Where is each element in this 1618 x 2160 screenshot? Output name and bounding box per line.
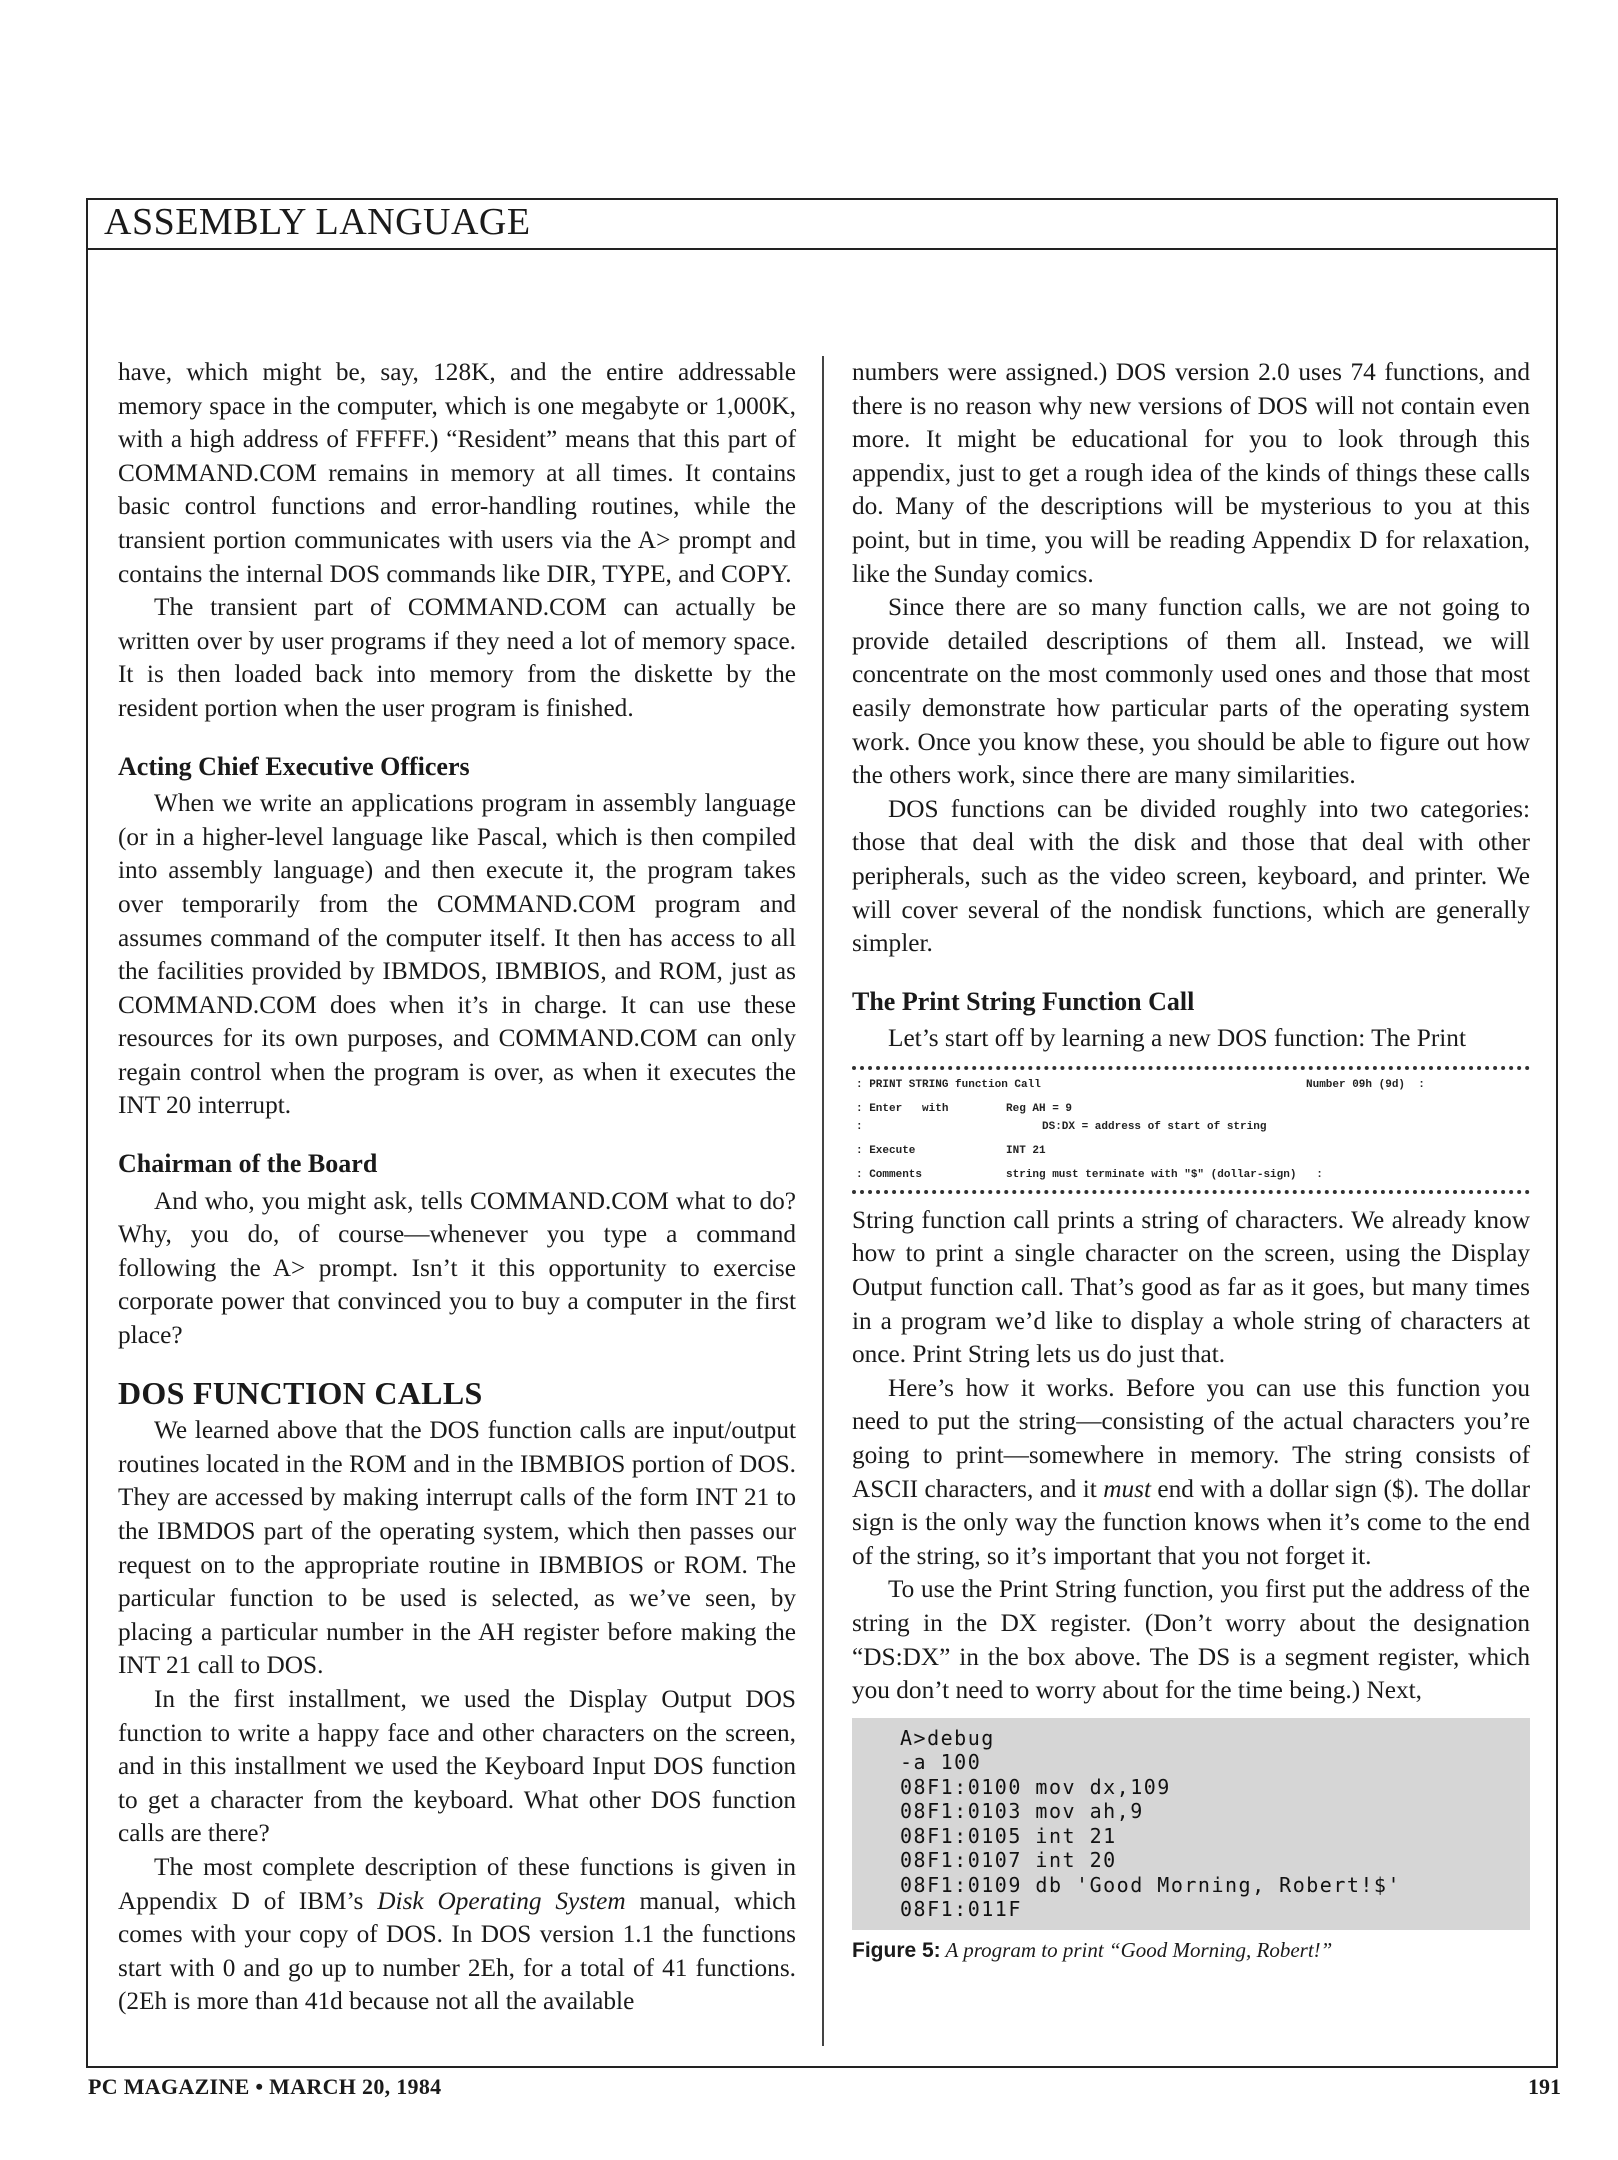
code-line: A>debug xyxy=(900,1725,995,1750)
box-key: : Execute xyxy=(856,1144,916,1157)
paragraph: numbers were assigned.) DOS version 2.0 uses 74 functions, and there is no reason why new versions of DOS will not contain even more. It might be educational for you to look through this appendix, just to get a rough idea of the kinds of things these calls do. Many of the descriptions will be mysterious to you at this point, but in time, you will be reading Appendix D for relaxation, like the Sunday comics. xyxy=(852,358,1530,588)
debug-listing xyxy=(852,1718,1530,1930)
box-row xyxy=(856,1100,1526,1118)
paragraph: When we write an applications program in assembly language (or in a higher-level language like Pascal, which is then compiled into assembly language) and then execute it, the program takes over temporarily from the COMMAND.COM program and assumes command of the computer itself. It then has access to all the facilities provided by IBMDOS, IBMBIOS, and ROM, just as COMMAND.COM does when it’s in charge. It can use these resources for its own purposes, and COMMAND.COM can only regain control when the program is over, as when it executes the INT 20 interrupt. xyxy=(118,789,796,1120)
text-run: Here’s how it works. Before you can use this function you need to put the string—consisting of the actual characters you’re going to print—somewhere in memory. The string consists of ASCII characters, and it xyxy=(852,1373,1530,1503)
page-number: 191 xyxy=(1528,2074,1561,2099)
paragraph: To use the Print String function, you first put the address of the string in the DX register. (Don’t worry about the designation “DS:DX” in the box above. The DS is a segment register, which you don’t need to worry about for the time being.) Next, xyxy=(852,1575,1530,1705)
box-row xyxy=(856,1142,1526,1160)
paragraph: String function call prints a string of characters. We already know how to print a single character on the screen, using the Display Output function call. That’s good as far as it goes, but many times in a program we’d like to display a whole string of characters at once. Print String lets us do just that. xyxy=(852,1205,1530,1369)
right-column xyxy=(852,356,1530,1965)
paragraph: And who, you might ask, tells COMMAND.COM what to do? Why, you do, of course—whenever you type a command following the A> prompt. Isn’t it this opportunity to exercise corporate power that convinced you to buy a computer in the first place? xyxy=(118,1186,796,1350)
box-title: : PRINT STRING function Call xyxy=(856,1078,1041,1091)
figure-caption xyxy=(852,1936,1530,1965)
code-line: -a 100 xyxy=(900,1750,982,1775)
figure-caption-text: A program to print “Good Morning, Robert!” xyxy=(940,1937,1333,1962)
section-heading: DOS FUNCTION CALLS xyxy=(118,1374,483,1411)
box-function-number: Number 09h (9d) : xyxy=(1306,1078,1425,1091)
box-row xyxy=(856,1166,1526,1184)
code-line: 08F1:0109 db 'Good Morning, Robert!$' xyxy=(900,1872,1402,1897)
box-value: string must terminate with "$" (dollar-sign) : xyxy=(1006,1168,1323,1181)
box-key: : Comments xyxy=(856,1168,923,1181)
box-row: : DS:DX = address of start of string xyxy=(856,1118,1526,1136)
paragraph: have, which might be, say, 128K, and the entire addressable memory space in the computer, which is one megabyte or 1,000K, with a high address of FFFFF.) “Resident” means that this part of COMMAND.COM remains in memory at all times. It contains basic control functions and error-handling routines, while the transient portion communicates with users via the A> prompt and contains the internal DOS commands like DIR, TYPE, and COPY. xyxy=(118,358,796,588)
box-row xyxy=(856,1076,1526,1094)
box-value: INT 21 xyxy=(1006,1144,1046,1157)
paragraph: The transient part of COMMAND.COM can actually be written over by user programs if they need a lot of memory space. It is then loaded back into memory from the diskette by the resident portion when the user program is finished. xyxy=(118,593,796,722)
paragraph xyxy=(118,1851,796,2019)
box-value: DS:DX = address of start of string xyxy=(1042,1120,1267,1133)
code-line: 08F1:0100 mov dx,109 xyxy=(900,1774,1171,1799)
box-key: : Enter with xyxy=(856,1102,949,1115)
paragraph: Let’s start off by learning a new DOS function: The Print xyxy=(888,1024,1466,1053)
paragraph: In the first installment, we used the Display Output DOS function to write a happy face and other characters on the screen, and in this installment we used the Keyboard Input DOS function to get a character from the keyboard. What other DOS function calls are there? xyxy=(118,1684,796,1848)
subheading: Chairman of the Board xyxy=(118,1149,378,1179)
text-run: The most complete description of these functions is given in Appendix D of IBM’s xyxy=(118,1852,796,1915)
manual-title: Disk Operating System xyxy=(377,1886,626,1915)
code-line: 08F1:0107 int 20 xyxy=(900,1848,1117,1873)
subheading: The Print String Function Call xyxy=(852,986,1195,1016)
text-run: manual, which comes with your copy of DOS. In DOS version 1.1 the functions start with 0 and go up to number 2Eh, for a total of 41 functions. (2Eh is more than 41d because not all the available xyxy=(118,1886,796,2016)
function-call-box xyxy=(852,1066,1530,1194)
footer-publication: PC MAGAZINE • MARCH 20, 1984 xyxy=(88,2074,442,2099)
paragraph: Since there are so many function calls, we are not going to provide detailed descriptions of them all. Instead, we will concentrate on the most commonly used ones and those that most easily demonstrate how particular parts of the operating system work. Once you know these, you should be able to figure out how the others work, since there are many similarities. xyxy=(852,593,1530,790)
paragraph: DOS functions can be divided roughly into two categories: those that deal with the disk and those that deal with other peripherals, such as the video screen, keyboard, and printer. We will cover several of the nondisk functions, which are generally simpler. xyxy=(852,794,1530,958)
code-line: 08F1:0105 int 21 xyxy=(900,1823,1117,1848)
emphasis: must xyxy=(1103,1474,1151,1503)
left-column xyxy=(118,356,796,2019)
figure-label: Figure 5: xyxy=(852,1938,941,1962)
box-value: Reg AH = 9 xyxy=(1006,1102,1073,1115)
code-line: 08F1:011F xyxy=(900,1897,1022,1922)
section-title: ASSEMBLY LANGUAGE xyxy=(104,201,531,243)
subheading: Acting Chief Executive Officers xyxy=(118,751,470,781)
text-run: end with a dollar sign ($). The dollar sign is the only way the function knows when it’s come to the end of the string, so it’s important that you not forget it. xyxy=(852,1474,1530,1570)
column-divider xyxy=(822,356,824,2046)
paragraph xyxy=(852,1372,1530,1574)
code-line: 08F1:0103 mov ah,9 xyxy=(900,1799,1144,1824)
paragraph: We learned above that the DOS function calls are input/output routines located in the ROM and in the IBMBIOS portion of DOS. They are accessed by making interrupt calls of the form INT 21 to the IBMDOS part of the operating system, which then passes our request on to the appropriate routine in IBMBIOS or ROM. The particular function to be used is selected, as we’ve seen, by placing a particular number in the AH register before making the INT 21 call to DOS. xyxy=(118,1416,796,1680)
